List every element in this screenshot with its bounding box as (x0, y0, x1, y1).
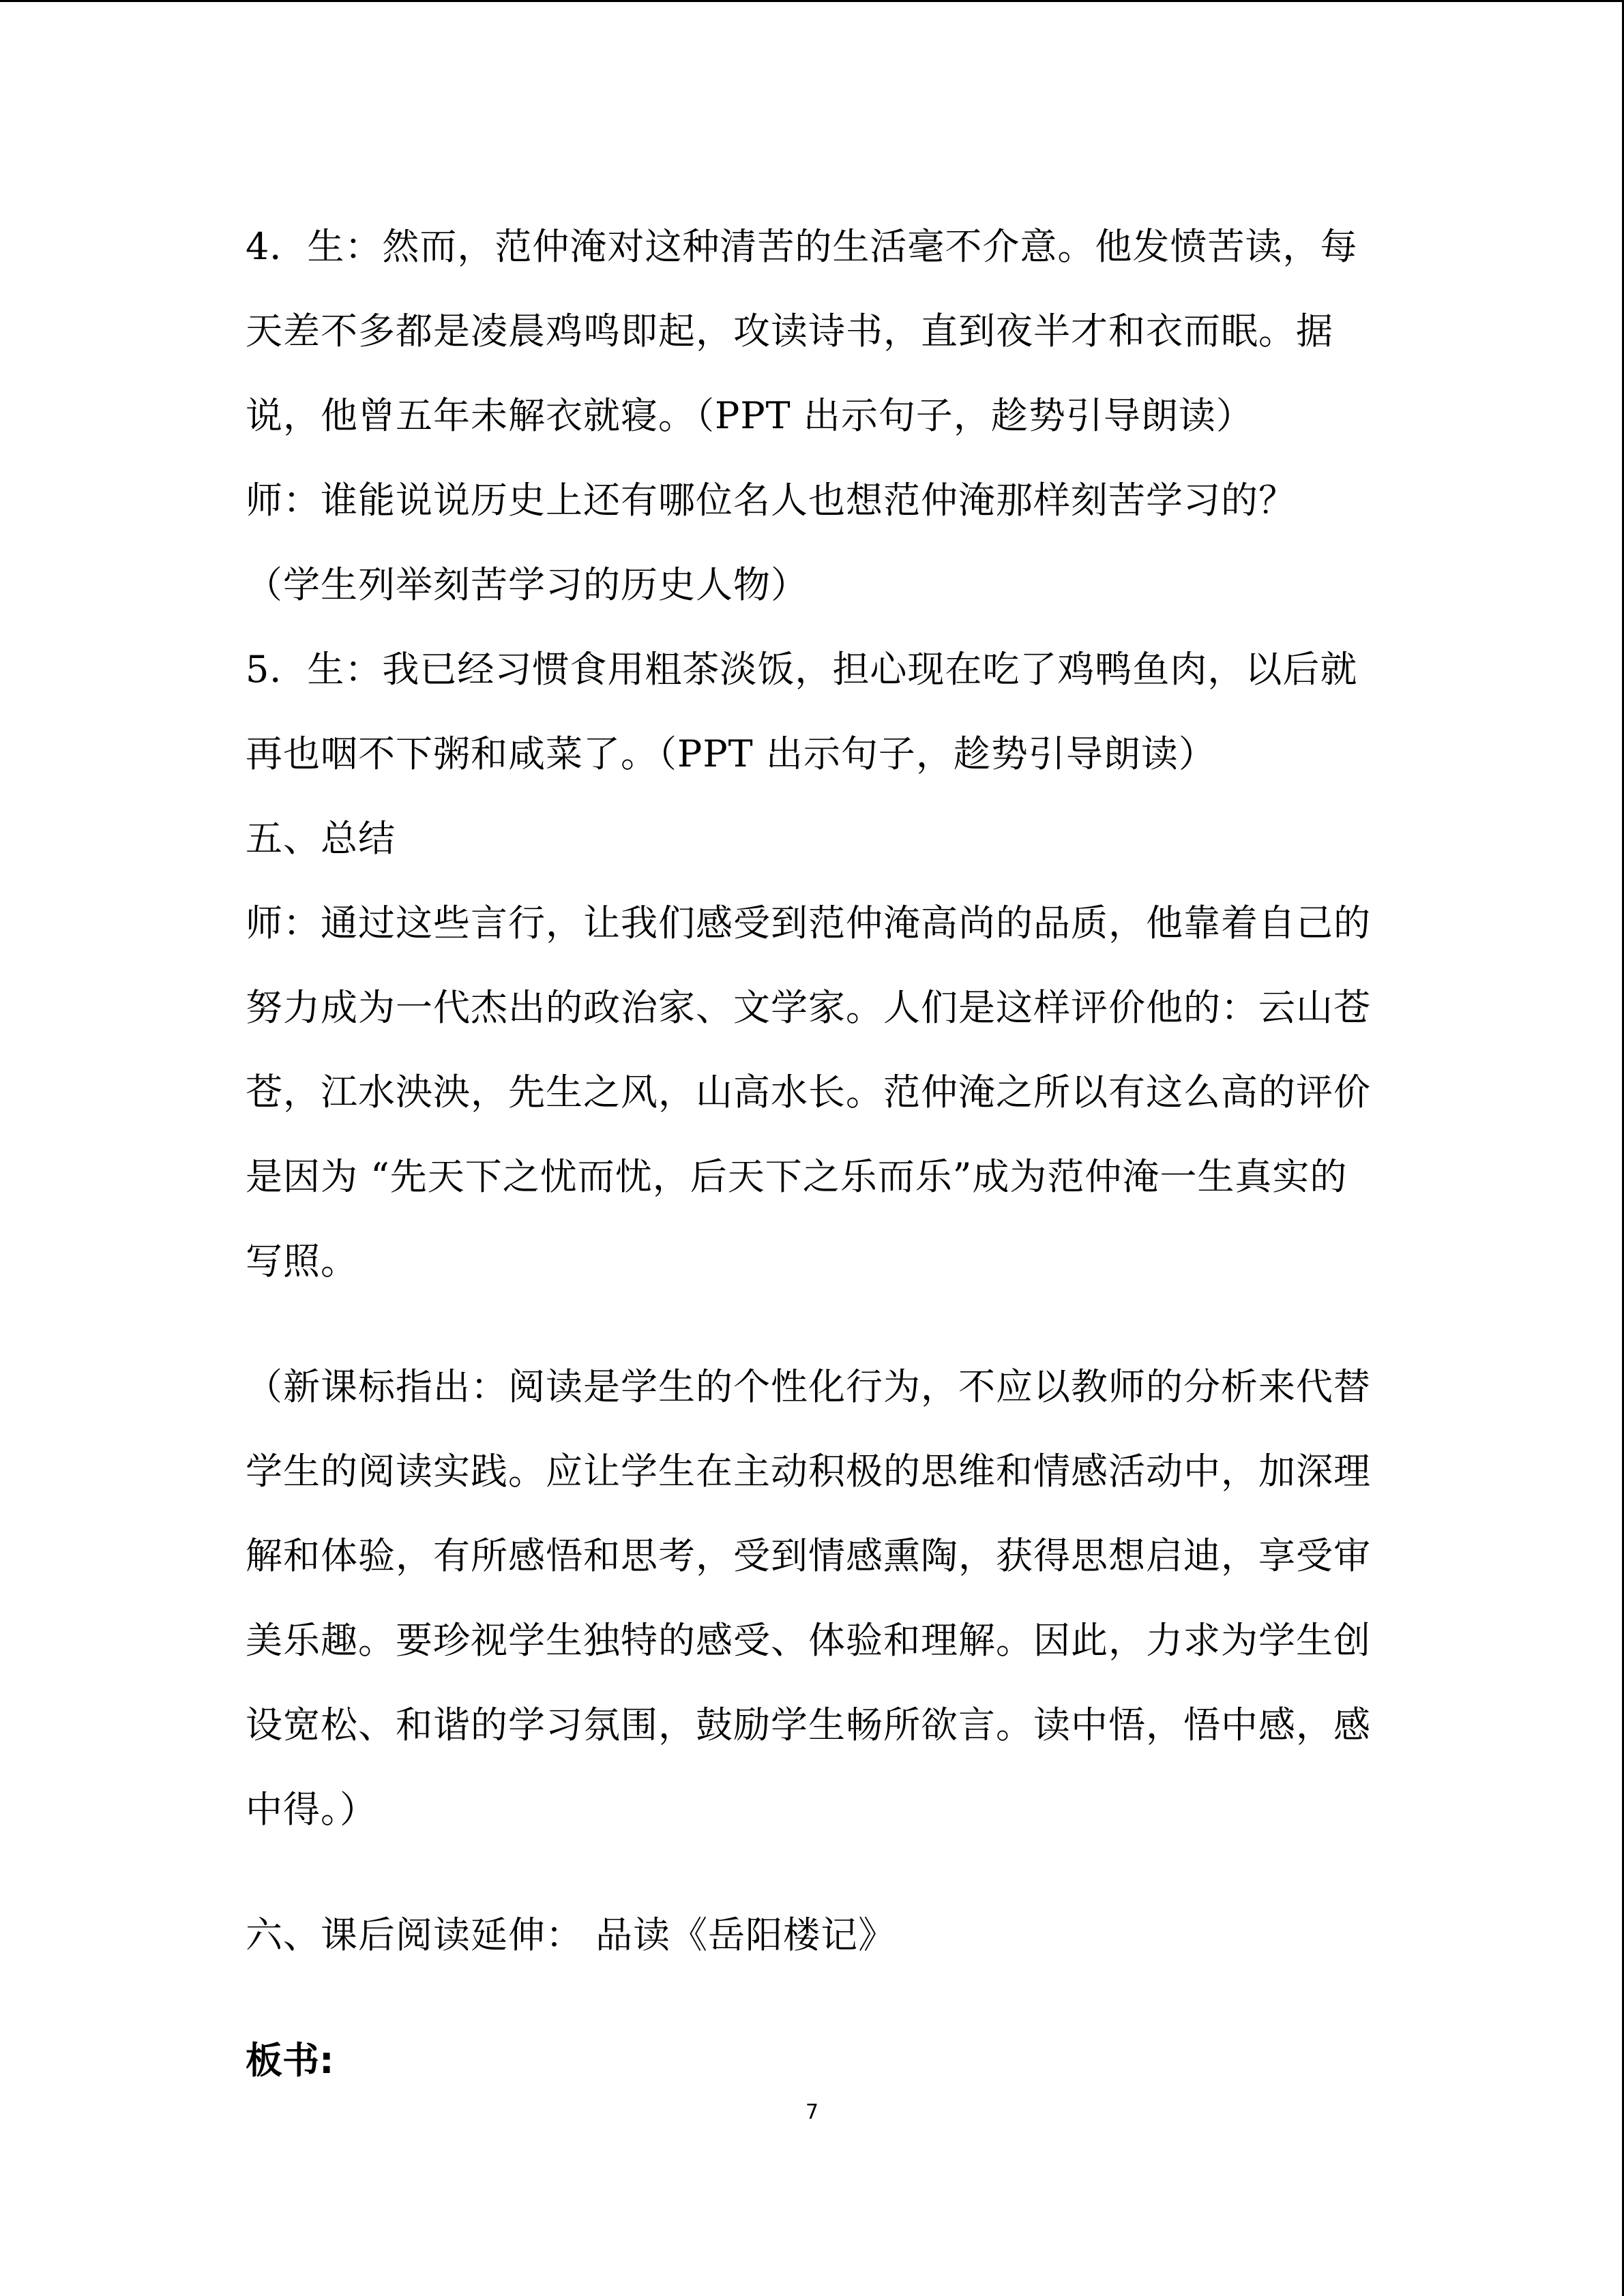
section-heading-extended-reading: 六、课后阅读延伸： 品读《岳阳楼记》 (246, 1913, 896, 1956)
document-body (246, 205, 1378, 2103)
spacer (246, 1852, 1378, 1893)
paragraph-teacher-question: 师：谁能说说历史上还有哪位名人也想范仲淹那样刻苦学习的？ (246, 479, 1296, 522)
paragraph-curriculum-note: （新课标指出：阅读是学生的个性化行为，不应以教师的分析来代替学生的阅读实践。应让学生在主动积极的思维和情感活动中，加深理解和体验，有所感悟和思考，受到情感熏陶，获得思想启迪，享受审美乐趣。要珍视学生独特的感受、体验和理解。因此，力求为学生创设宽松、和谐的学习氛围，鼓励学生畅所欲言。读中悟，悟中感，感中得。） (246, 1365, 1371, 1831)
paragraph-student-4: 4．生：然而，范仲淹对这种清苦的生活毫不介意。他发愤苦读，每天差不多都是凌晨鸡鸣即起，攻读诗书，直到夜半才和衣而眠。据说，他曾五年未解衣就寝。（PPT 出示句子，趁势引导朗读） (246, 225, 1358, 437)
spacer (246, 1978, 1378, 2018)
board-title: 板书: (246, 2039, 334, 2082)
spacer (246, 1304, 1378, 1345)
section-heading-summary: 五、总结 (246, 817, 396, 860)
page-number: 7 (805, 2100, 819, 2124)
paragraph-student-5: 5．生：我已经习惯食用粗茶淡饭，担心现在吃了鸡鸭鱼肉，以后就再也咽不下粥和咸菜了。（PPT 出示句子，趁势引导朗读） (246, 648, 1358, 775)
paragraph-student-list: （学生列举刻苦学习的历史人物） (246, 563, 808, 606)
paragraph-teacher-summary: 师：通过这些言行，让我们感受到范仲淹高尚的品质，他靠着自己的努力成为一代杰出的政治家、文学家。人们是这样评价他的：云山苍苍，江水泱泱，先生之风，山高水长。范仲淹之所以有这么高的评价是因为 “先天下之忧而忧，后天下之乐而乐”成为范仲淹一生真实的写照。 (246, 901, 1371, 1283)
